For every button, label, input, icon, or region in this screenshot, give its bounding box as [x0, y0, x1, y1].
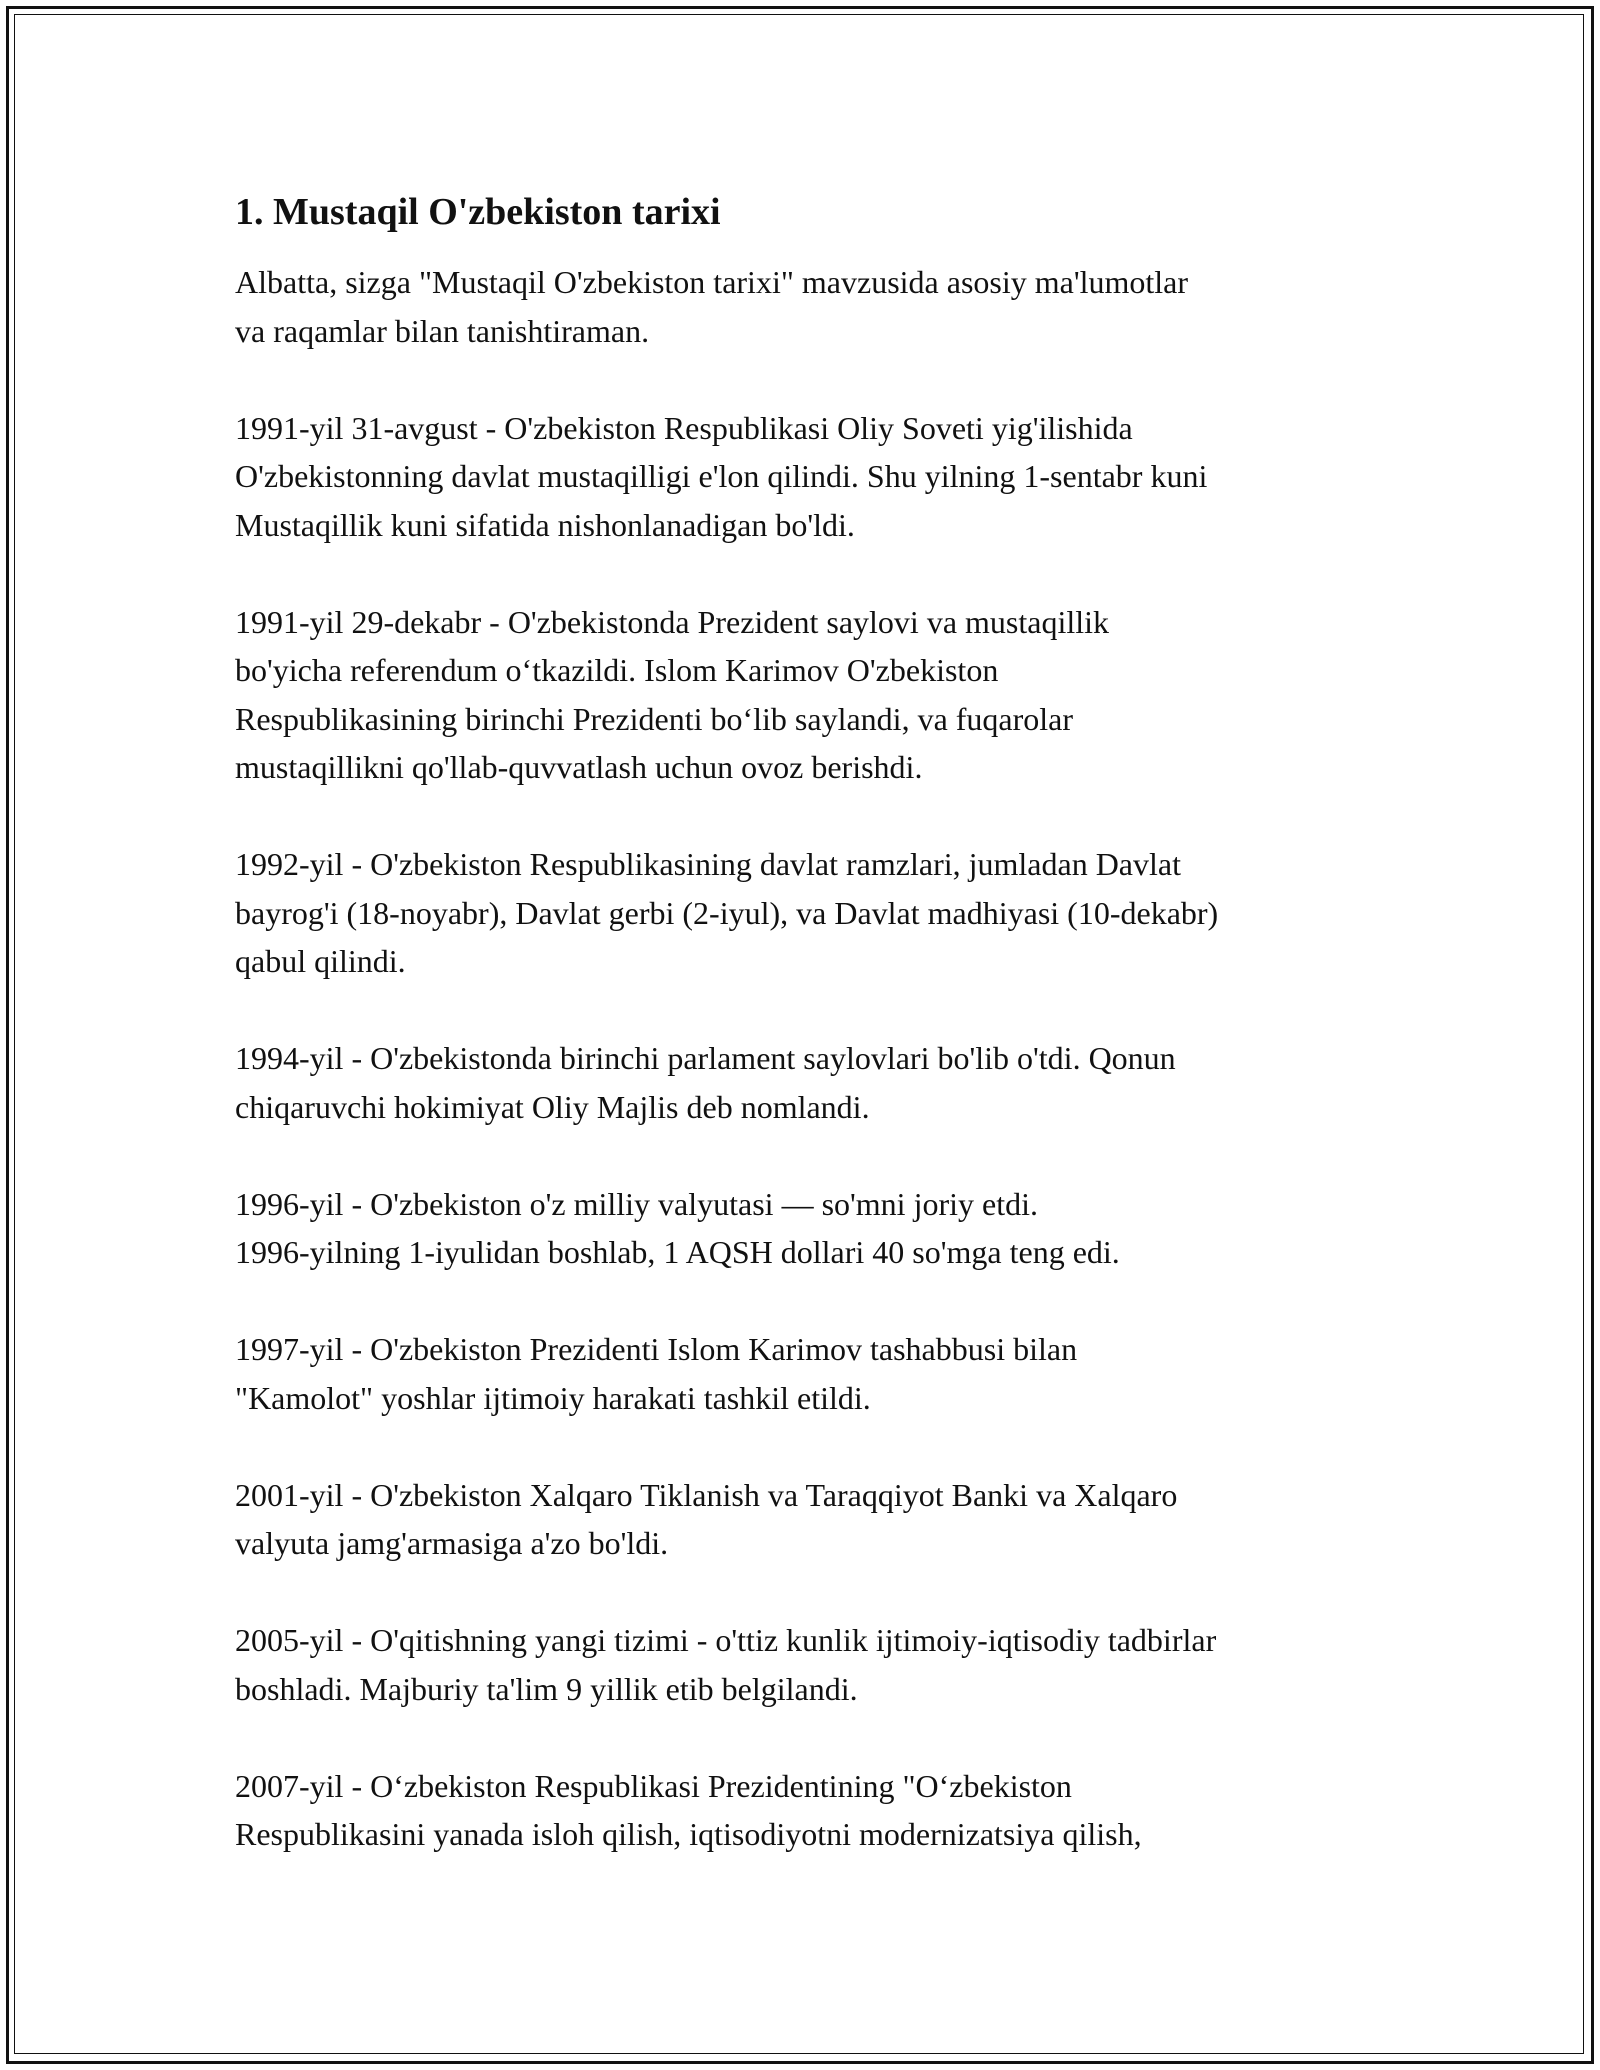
text-line: 1991-yil 29-dekabr - O'zbekistonda Prezident saylovi va mustaqillik: [235, 603, 1110, 640]
text-line: 1997-yil - O'zbekiston Prezidenti Islom Karimov tashabbusi bilan: [235, 1331, 1078, 1367]
paragraph-1996: [235, 1180, 1385, 1277]
text-line: boshladi. Majburiy ta'lim 9 yillik etib belgilandi.: [235, 1670, 858, 1707]
text-line: va raqamlar bilan tanishtiraman.: [235, 312, 650, 349]
text-line: mustaqillikni qo'llab-quvvatlash uchun ovoz berishdi.: [235, 749, 923, 785]
text-line: 2007-yil - O‘zbekiston Respublikasi Prezidentining "O‘zbekiston: [235, 1767, 1072, 1804]
text-line: Mustaqillik kuni sifatida nishonlanadigan bo'ldi.: [235, 506, 855, 543]
paragraph-2007: [235, 1762, 1385, 1859]
text-line: bo'yicha referendum o‘tkazildi. Islom Karimov O'zbekiston: [235, 652, 999, 688]
document-body: [235, 188, 1385, 1907]
document-heading: 1. Mustaqil O'zbekiston tarixi: [235, 191, 721, 233]
text-line: qabul qilindi.: [235, 943, 406, 979]
paragraph-1991-august: [235, 404, 1385, 550]
text-line: Respublikasining birinchi Prezidenti bo‘lib saylandi, va fuqarolar: [235, 700, 1074, 737]
text-line: O'zbekistonning davlat mustaqilligi e'lon qilindi. Shu yilning 1-sentabr kuni: [235, 458, 1208, 494]
text-line: 1994-yil - O'zbekistonda birinchi parlament saylovlari bo'lib o'tdi. Qonun: [235, 1040, 1176, 1076]
text-line: 2001-yil - O'zbekiston Xalqaro Tiklanish va Taraqqiyot Banki va Xalqaro: [235, 1476, 1178, 1513]
text-line: 1991-yil 31-avgust - O'zbekiston Respublikasi Oliy Soveti yig'ilishida: [235, 409, 1133, 446]
text-line: Respublikasini yanada isloh qilish, iqtisodiyotni modernizatsiya qilish,: [235, 1816, 1142, 1852]
text-line: Albatta, sizga "Mustaqil O'zbekiston tarixi" mavzusida asosiy ma'lumotlar: [235, 264, 1189, 300]
paragraph-1991-december: [235, 598, 1385, 792]
text-line: 1992-yil - O'zbekiston Respublikasining davlat ramzlari, jumladan Davlat: [235, 846, 1181, 882]
text-line: valyuta jamg'armasiga a'zo bo'ldi.: [235, 1525, 669, 1561]
text-line: 1996-yil - O'zbekiston o'z milliy valyutasi — so'mni joriy etdi.: [235, 1185, 1038, 1222]
text-line: chiqaruvchi hokimiyat Oliy Majlis deb nomlandi.: [235, 1088, 870, 1125]
text-line: 2005-yil - O'qitishning yangi tizimi - o'ttiz kunlik ijtimoiy-iqtisodiy tadbirlar: [235, 1622, 1217, 1658]
paragraph-intro: [235, 258, 1385, 355]
paragraph-1992: [235, 840, 1385, 986]
paragraph-1994: [235, 1034, 1385, 1131]
text-line: bayrog'i (18-noyabr), Davlat gerbi (2-iyul), va Davlat madhiyasi (10-dekabr): [235, 894, 1219, 931]
text-line: 1996-yilning 1-iyulidan boshlab, 1 AQSH dollari 40 so'mga teng edi.: [235, 1234, 1120, 1270]
paragraph-1997: [235, 1325, 1385, 1422]
paragraph-2005: [235, 1616, 1385, 1713]
paragraph-2001: [235, 1471, 1385, 1568]
text-line: "Kamolot" yoshlar ijtimoiy harakati tashkil etildi.: [235, 1379, 871, 1416]
